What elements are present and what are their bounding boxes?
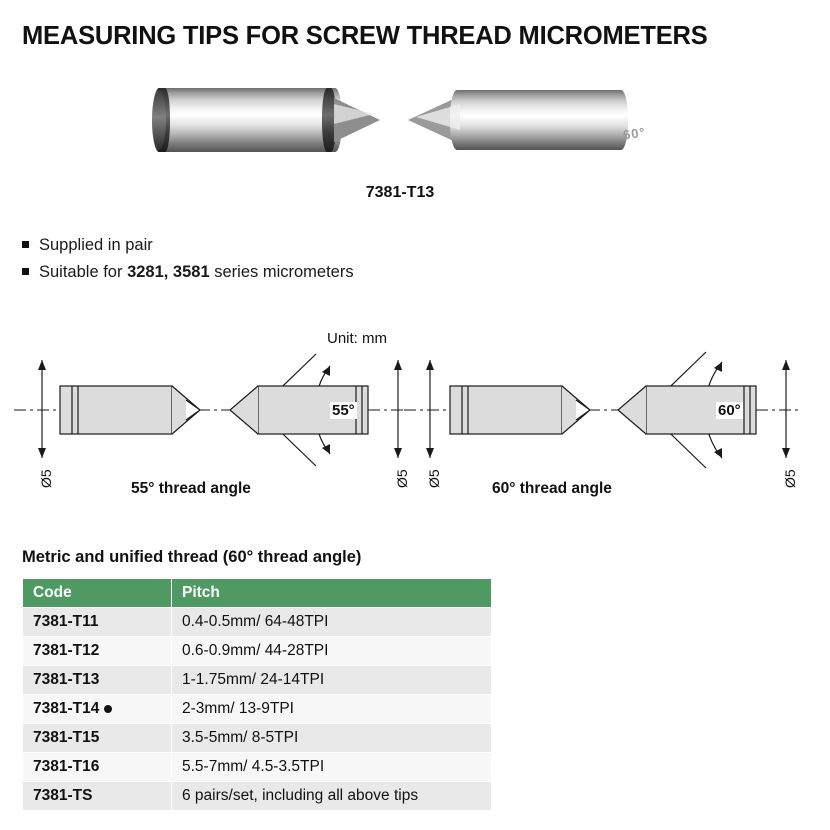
table-title: Metric and unified thread (60° thread angle) [22, 548, 362, 566]
tip-cone-highlight [334, 104, 374, 124]
page-title: MEASURING TIPS FOR SCREW THREAD MICROMETERS [22, 22, 708, 50]
cell-code [23, 608, 172, 637]
measuring-tip-left-photo [152, 88, 382, 152]
list-item [22, 261, 354, 284]
cell-pitch: 2-3mm/ 13-9TPI [172, 695, 492, 724]
technical-drawings [0, 318, 830, 518]
selection-dot-icon [104, 705, 112, 713]
diameter-label-left-2: Ø5 [394, 469, 410, 488]
tip-end-cap [152, 90, 166, 150]
table-row [23, 753, 492, 782]
angle-label-55: 55° [332, 402, 355, 419]
code-text: 7381-T16 [33, 758, 100, 775]
table-body [23, 608, 492, 811]
measuring-tip-right-photo [408, 90, 647, 150]
diameter-label-right-1: Ø5 [426, 469, 442, 488]
cell-code [23, 666, 172, 695]
bullet-text-series: 3281, 3581 [127, 263, 210, 281]
diameter-label-left-1: Ø5 [38, 469, 54, 488]
tip-angle-stamp: 60° [622, 124, 647, 143]
tip-cone-highlight-2 [416, 104, 460, 130]
tip-body-cylinder [152, 88, 342, 152]
column-header-code: Code [23, 579, 172, 608]
cell-code [23, 695, 172, 724]
code-text: 7381-T14 [33, 700, 100, 717]
drawing-caption-55: 55° thread angle [131, 480, 251, 497]
cell-code [23, 637, 172, 666]
diameter-label-right-2: Ø5 [782, 469, 798, 488]
code-text: 7381-T11 [33, 613, 99, 630]
cell-code [23, 724, 172, 753]
product-photo [120, 80, 680, 201]
table-row [23, 608, 492, 637]
code-text: 7381-TS [33, 787, 93, 804]
table-row [23, 695, 492, 724]
cell-pitch: 0.4-0.5mm/ 64-48TPI [172, 608, 492, 637]
cell-code [23, 782, 172, 811]
drawing-caption-60: 60° thread angle [492, 480, 612, 497]
cell-code [23, 753, 172, 782]
bullet-square-icon [22, 268, 29, 275]
angle-label-60: 60° [718, 402, 741, 419]
code-text: 7381-T13 [33, 671, 100, 688]
list-item [22, 234, 354, 257]
bullet-text [39, 261, 354, 284]
tip-body-cylinder-2 [450, 90, 628, 150]
feature-bullet-list [22, 234, 354, 288]
drawing-svg [0, 318, 830, 518]
table-row [23, 724, 492, 753]
table-row [23, 637, 492, 666]
cell-pitch: 6 pairs/set, including all above tips [172, 782, 492, 811]
cell-pitch: 0.6-0.9mm/ 44-28TPI [172, 637, 492, 666]
cell-pitch: 3.5-5mm/ 8-5TPI [172, 724, 492, 753]
bullet-square-icon [22, 241, 29, 248]
bullet-text-post: series micrometers [209, 263, 354, 281]
table-header-row [23, 579, 492, 608]
unit-label: Unit: mm [327, 330, 387, 347]
column-header-pitch: Pitch [172, 579, 492, 608]
table-row [23, 782, 492, 811]
table-row [23, 666, 492, 695]
code-text: 7381-T12 [33, 642, 100, 659]
bullet-text-pre: Suitable for [39, 263, 128, 281]
spec-table [22, 578, 492, 811]
bullet-text: Supplied in pair [39, 236, 153, 254]
photo-caption: 7381-T13 [365, 184, 435, 201]
code-text: 7381-T15 [33, 729, 100, 746]
cell-pitch: 5.5-7mm/ 4.5-3.5TPI [172, 753, 492, 782]
cell-pitch: 1-1.75mm/ 24-14TPI [172, 666, 492, 695]
